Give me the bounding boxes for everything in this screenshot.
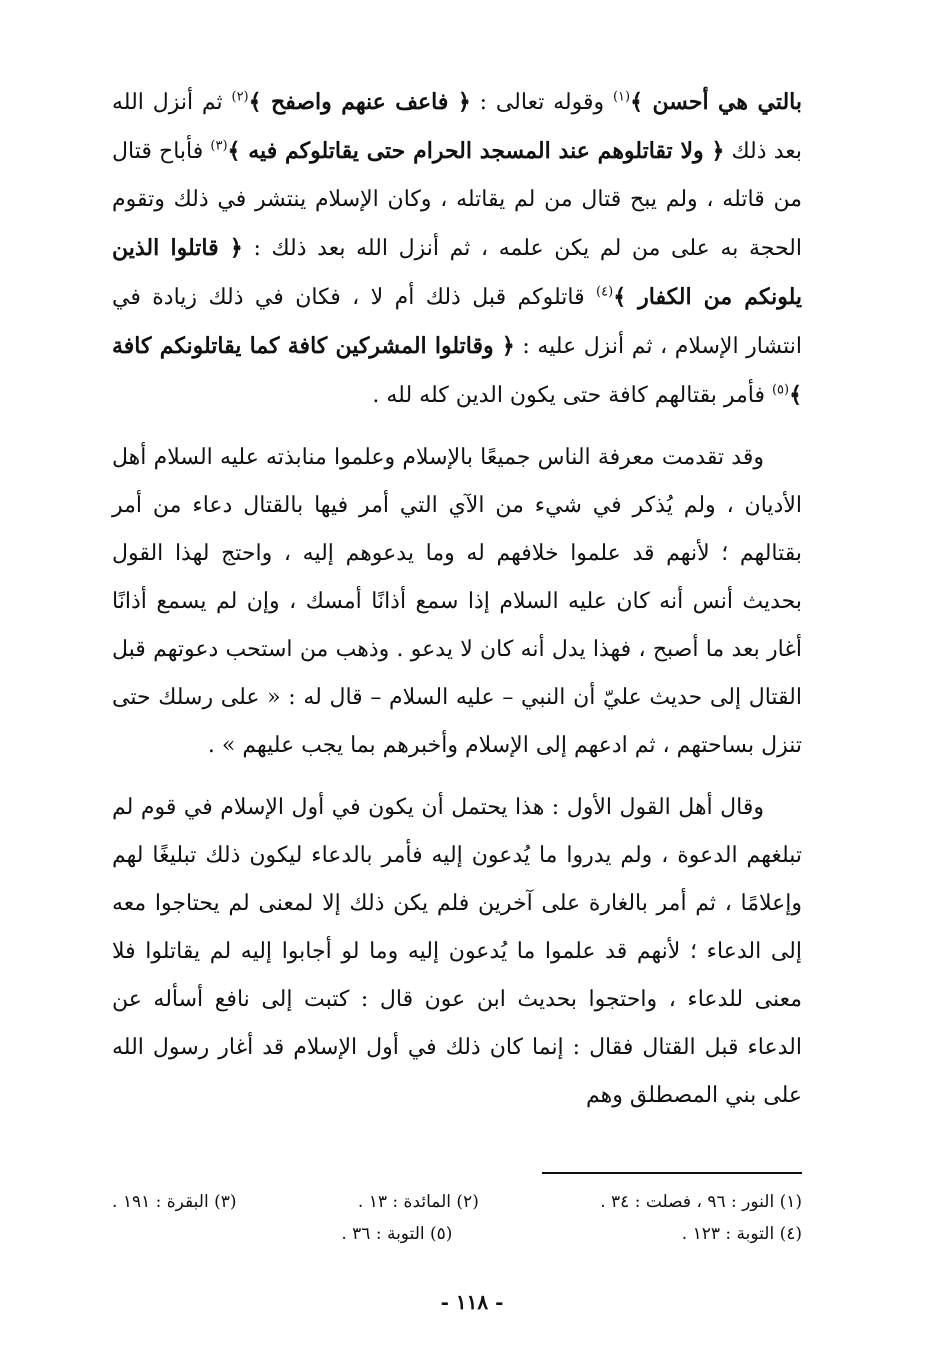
quran-verse: ﴿ ولا تقاتلوهم عند المسجد الحرام حتى يقاتلوكم فيه ﴾ [227, 138, 725, 164]
text-run: فأمر بقتالهم كافة حتى يكون الدين كله لله . [372, 383, 772, 408]
text-run: قاتلوكم قبل ذلك أم لا ، فكان في ذلك زيادة في انتشار الإسلام ، ثم أنزل عليه : [112, 285, 802, 359]
footnote-row [112, 1186, 802, 1218]
quran-verse: ﴿ قاتلوا الذين يلونكم من الكفار ﴾ [112, 235, 802, 310]
footnote-separator [542, 1172, 802, 1174]
footnote-ref: (١) [612, 89, 631, 105]
footnote-5: (٥) التوبة : ٣٦ . [341, 1224, 453, 1244]
footnote-ref: (٥) [771, 382, 790, 398]
footnote-4: (٤) التوبة : ١٢٣ . [681, 1224, 802, 1244]
text-run: وقد تقدمت معرفة الناس جميعًا بالإسلام وعلموا منابذته عليه السلام أهل الأديان ، ولم يُذكر في شيء من الآي التي أمر فيها بالقتال دعاء من أمر بقتالهم ؛ لأنهم قد علموا خلافهم له وما يدعوهم إليه ، واحتج لهذا القول بحديث أنس أنه كان عليه السلام إذا سمع أذانًا أمسك ، وإن لم يسمع أذانًا أغار بعد ما أصبح ، فهذا يدل أنه كان لا يدعو . وذهب من استحب دعوتهم قبل القتال إلى حديث عليّ أن النبي – عليه السلام – قال له : « على رسلك حتى تنزل بساحتهم ، ثم ادعهم إلى الإسلام وأخبرهم بما يجب عليهم » . [112, 445, 802, 758]
footnote-2: (٢) المائدة : ١٣ . [357, 1192, 479, 1212]
quran-verse: بالتي هي أحسن ﴾ [630, 89, 802, 115]
text-run: وقوله تعالى : [470, 90, 613, 115]
text-run: وقال أهل القول الأول : هذا يحتمل أن يكون في أول الإسلام في قوم لم تبلغهم الدعوة ، ولم يدروا ما يُدعون إليه فأمر بالدعاء ليكون ذلك تبليغًا لهم وإعلامًا ، ثم أمر بالغارة على آخرين فلم يكن ذلك إلا لمعنى لم يحتاجوا معه إلى الدعاء ؛ لأنهم قد علموا ما يُدعون إليه وما لو أجابوا إليه لم يقاتلوا فلا معنى للدعاء ، واحتجوا بحديث ابن عون قال : كتبت إلى نافع أسأله عن الدعاء قبل القتال فقال : إنما كان ذلك في أول الإسلام قد أغار رسول الله على بني المصطلق وهم [112, 795, 802, 1108]
footnote-ref: (٣) [210, 138, 228, 154]
footnote-3: (٣) البقرة : ١٩١ . [112, 1192, 237, 1212]
footnote-ref: (٤) [596, 284, 614, 300]
paragraph-2 [112, 434, 802, 770]
footnotes [112, 1186, 802, 1250]
page-number: - ١١٨ - [440, 1290, 504, 1314]
text-run: ثم أنزل الله بعد ذلك [112, 90, 802, 164]
paragraph-3 [112, 784, 802, 1120]
quran-verse: ﴿ وقاتلوا المشركين كافة كما يقاتلونكم كافة ﴾ [112, 333, 802, 408]
footnote-1: (١) النور : ٩٦ ، فصلت : ٣٤ . [600, 1192, 802, 1212]
text-run: فأباح قتال من قاتله ، ولم يبح قتال من لم يقاتله ، وكان الإسلام ينتشر في ذلك وتقوم الحجة به على من لم يكن علمه ، ثم أنزل الله بعد ذلك : [112, 139, 802, 261]
footnote-row [112, 1218, 802, 1250]
quran-verse: ﴿ فاعف عنهم واصفح ﴾ [248, 89, 471, 115]
paragraph-1 [112, 78, 802, 420]
footnote-ref: (٢) [231, 89, 249, 105]
body-text [112, 78, 802, 1120]
